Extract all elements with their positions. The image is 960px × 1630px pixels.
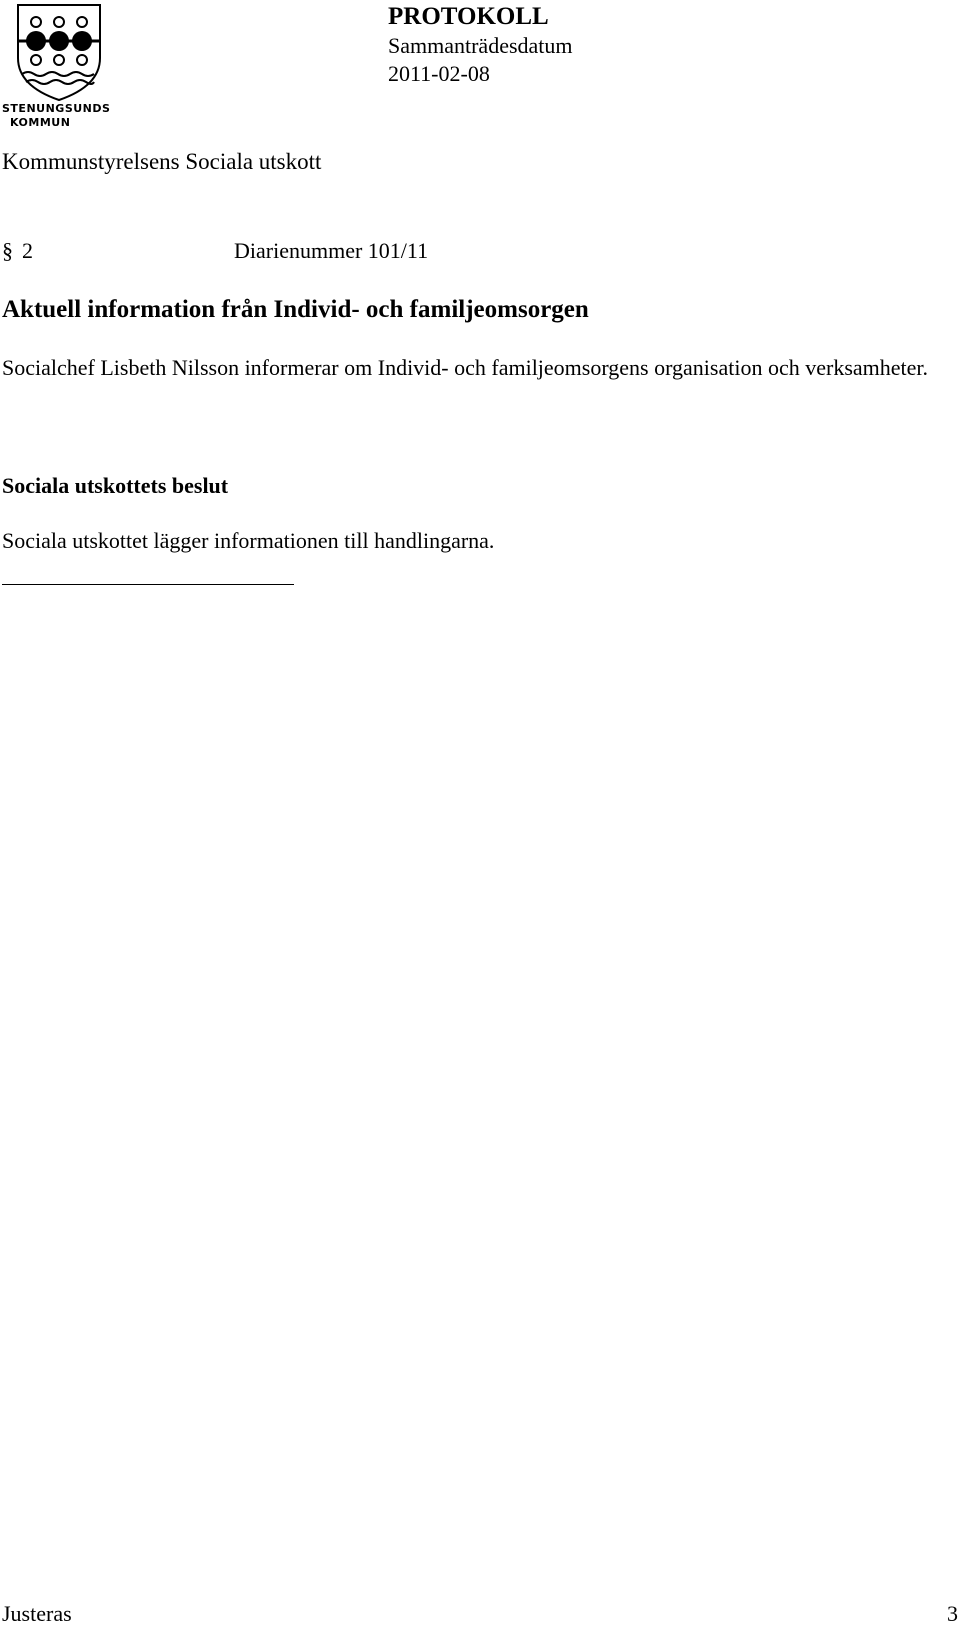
section-sign: §	[2, 238, 13, 263]
diary-number: Diarienummer 101/11	[234, 238, 429, 263]
separator-line	[2, 584, 294, 585]
logo-text-line2: KOMMUN	[10, 116, 71, 129]
item-title: Aktuell information från Individ- och familjeomsorgen	[2, 296, 589, 323]
meeting-date-label: Sammanträdesdatum	[388, 33, 573, 58]
page-number: 3	[947, 1601, 958, 1626]
document-type: PROTOKOLL	[388, 3, 549, 30]
municipality-logo	[2, 2, 118, 134]
decision-heading: Sociala utskottets beslut	[2, 473, 229, 498]
footer-justeras: Justeras	[2, 1601, 72, 1626]
meeting-date: 2011-02-08	[388, 61, 490, 86]
decision-text: Sociala utskottet lägger informationen till handlingarna.	[2, 528, 495, 553]
logo-text-line1: STENUNGSUNDS	[2, 102, 111, 115]
committee-name: Kommunstyrelsens Sociala utskott	[2, 149, 322, 174]
paragraph-number: 2	[22, 238, 33, 263]
paragraph-row	[2, 237, 428, 265]
item-body: Socialchef Lisbeth Nilsson informerar om Individ- och familjeomsorgens organisation och verksamheter.	[2, 355, 929, 380]
